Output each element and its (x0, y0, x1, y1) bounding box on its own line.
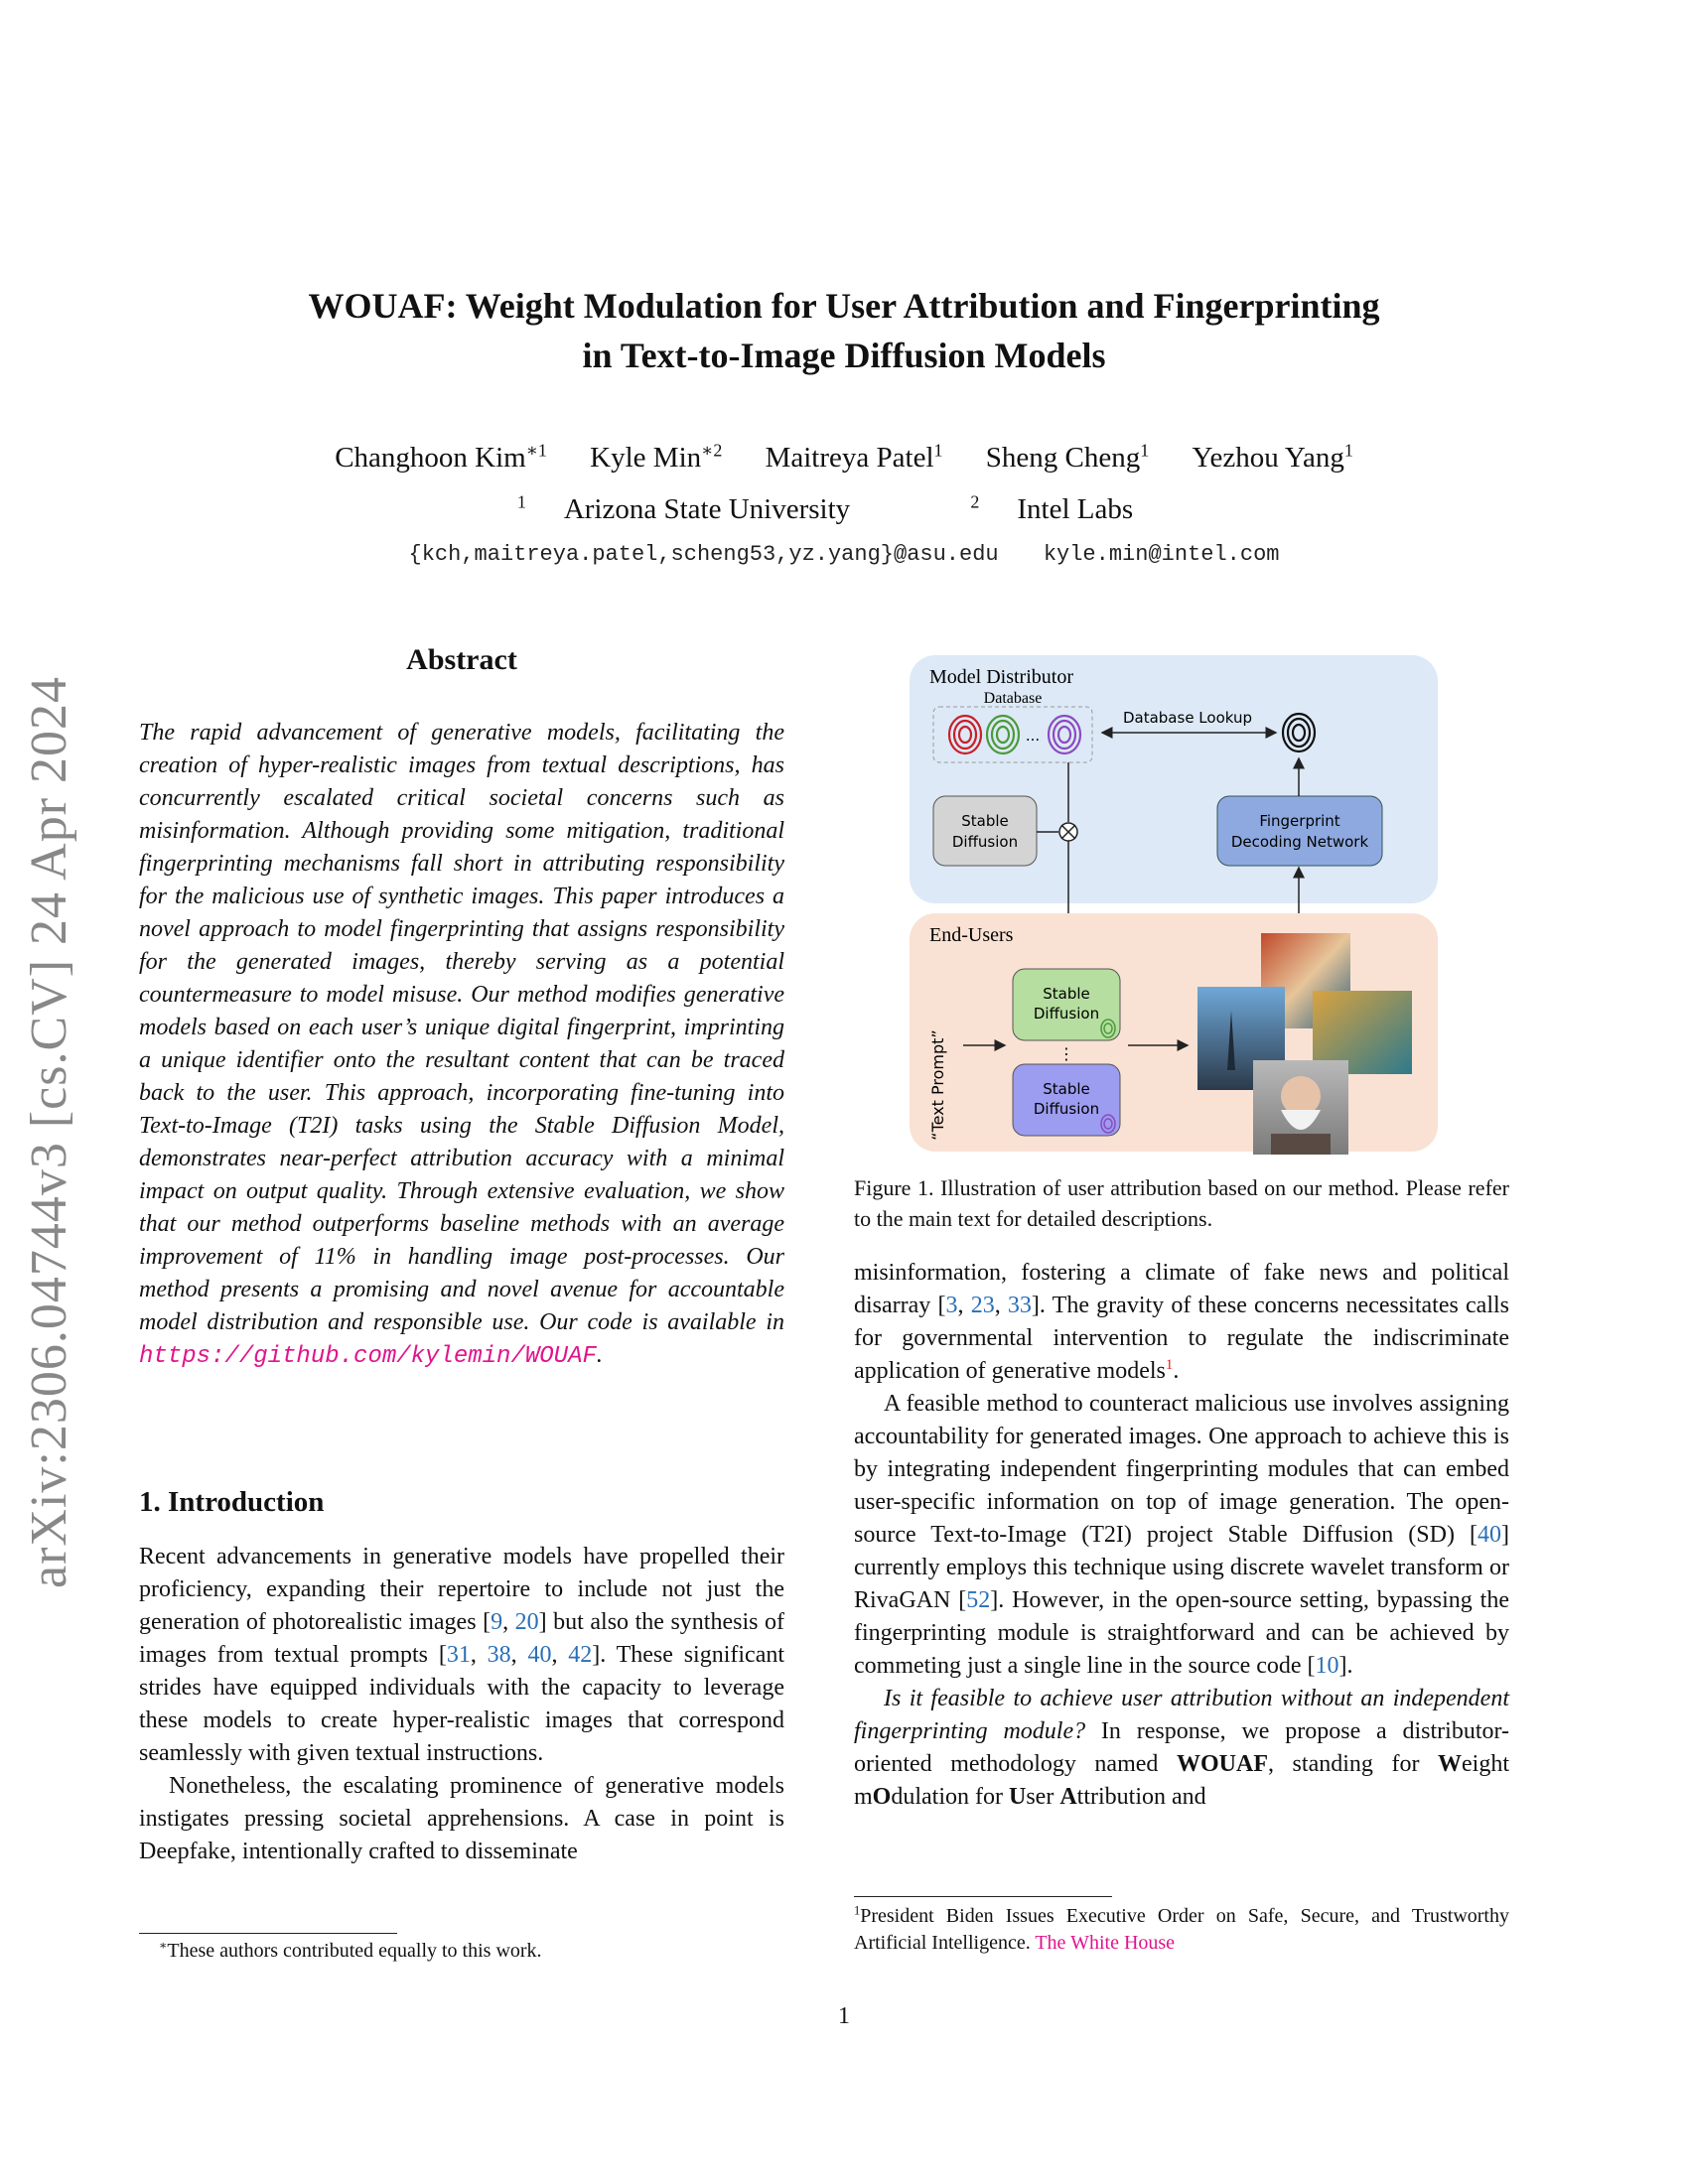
citation-link[interactable]: 40 (527, 1642, 552, 1668)
figure-1-diagram (854, 653, 1440, 1155)
abstract-heading: Abstract (406, 643, 517, 676)
box-label: Stable (1043, 985, 1090, 1003)
database-lookup-label: Database Lookup (1122, 709, 1253, 727)
citation-link[interactable]: 9 (491, 1609, 503, 1635)
stable-diffusion-base-box (933, 796, 1037, 866)
citation-link[interactable]: 10 (1315, 1653, 1339, 1679)
footnote-reference[interactable]: 1 (1165, 1357, 1174, 1373)
footnote-rule (854, 1896, 1112, 1897)
affiliation: $^1$ Arizona State University (516, 491, 851, 525)
database-label: Database (983, 690, 1043, 707)
abstract-body: The rapid advancement of generative models, facilitating the creation of hyper-realistic images from textual descriptions, has concurrently escalated critical societal concerns such as misinformation. Although providing some mitigation, traditional fingerprinting mechanisms fall short in attributing responsibility for the malicious use of synthetic images. This paper introduces a novel approach to model fingerprinting that assigns responsibility for the generated images, thereby serving as a potential countermeasure to model misuse. Our method modifies generative models based on each user’s unique digital fingerprint, imprinting a unique identifier onto the resultant content that can be traced back to the user. This approach, incorporating fine-tuning into Text-to-Image (T2I) tasks using the Stable Diffusion Model, demonstrates near-perfect attribution accuracy with a minimal impact on output quality. Through extensive evaluation, we show that our method outperforms baseline methods with an average improvement of 11% in handling image post-processes. Our method presents a promising and novel avenue for accountable model distribution and responsible use. Our code is available in https://github.com/kylemin/WOUAF. (139, 720, 784, 1370)
arxiv-identifier: arXiv:2306.04744v3 [cs.CV] 24 Apr 2024 (21, 675, 77, 1588)
figure-1 (854, 653, 1440, 1155)
author: Changhoon Kim$^{∗1}$ (335, 440, 547, 474)
author: Kyle Min$^{∗2}$ (590, 440, 723, 474)
paragraph: misinformation, fostering a climate of fake news and political disarray [3, 23, 33]. The gravity of these concerns necessitates calls for governmental intervention to regulate the indiscriminate application of generative models$^1$. (854, 1260, 1510, 1384)
affiliation: $^2$ Intel Labs (970, 491, 1134, 525)
end-users-label: End-Users (929, 924, 1014, 946)
author: Maitreya Patel$^1$ (765, 440, 943, 474)
white-house-link[interactable]: The White House (1035, 1932, 1176, 1954)
title-line-2: in Text-to-Image Diffusion Models (582, 336, 1106, 375)
footnote-executive-order: $^1$President Biden Issues Executive Order on Safe, Secure, and Trustworthy Artificial Intelligence. The White House (854, 1903, 1509, 1954)
citation-link[interactable]: 42 (568, 1642, 593, 1668)
box-label: Fingerprint (1259, 812, 1340, 830)
database-ellipsis: ... (1025, 727, 1041, 745)
text-prompt-label: “Text Prompt” (928, 1029, 947, 1141)
footnote-rule (139, 1933, 397, 1934)
citation-link[interactable]: 3 (945, 1293, 958, 1318)
author-list (0, 442, 1688, 475)
author: Yezhou Yang$^1$ (1192, 440, 1353, 474)
author: Sheng Cheng$^1$ (985, 440, 1150, 474)
title-line-1: WOUAF: Weight Modulation for User Attribution and Fingerprinting (308, 286, 1380, 326)
affiliations (0, 493, 1688, 526)
author-emails (0, 542, 1688, 567)
citation-link[interactable]: 23 (970, 1293, 995, 1318)
box-label: Stable (1043, 1080, 1090, 1098)
footnote-equal-contribution: ∗These authors contributed equally to this work. (159, 1938, 542, 1962)
paragraph: A feasible method to counteract malicious use involves assigning accountability for generated images. One approach to achieve this is by integrating independent fingerprinting modules that can embed user-specific information on top of image generation. The open-source Text-to-Image (T2I) project Stable Diffusion (SD) [40] currently employs this technique using discrete wavelet transform or RivaGAN [52]. However, in the open-source setting, bypassing the fingerprinting module is straightforward and can be achieved by commeting just a single line in the source code [10]. (854, 1391, 1509, 1679)
box-label: Diffusion (1033, 1100, 1100, 1118)
page-number: 1 (838, 2003, 850, 2029)
box-label: Decoding Network (1230, 833, 1369, 851)
citation-link[interactable]: 33 (1007, 1293, 1032, 1318)
paragraph: Nonetheless, the escalating prominence of generative models instigates pressing societal apprehensions. A case in point is Deepfake, intentionally crafted to disseminate (139, 1773, 784, 1864)
fingerprint-decoding-network-box (1217, 796, 1382, 866)
citation-link[interactable]: 40 (1477, 1522, 1501, 1548)
box-label: Stable (961, 812, 1009, 830)
introduction-text (139, 1541, 784, 1868)
citation-link[interactable]: 31 (446, 1642, 471, 1668)
citation-link[interactable]: 20 (514, 1609, 539, 1635)
box-label: Diffusion (1033, 1005, 1100, 1023)
code-link[interactable]: https://github.com/kylemin/WOUAF (139, 1343, 597, 1370)
email: {kch,maitreya.patel,scheng53,yz.yang}@asu.edu (408, 542, 999, 567)
paper-title (0, 281, 1688, 380)
vertical-ellipsis: ⋮ (1058, 1044, 1074, 1063)
paragraph: Recent advancements in generative models have propelled their proficiency, expanding their repertoire to include not just the generation of photorealistic images [9, 20] but also the synthesis of images from textual prompts [31, 38, 40, 42]. These significant strides have equipped individuals with the capacity to leverage these models to create hyper-realistic images that correspond seamlessly with given textual instructions. (139, 1544, 785, 1766)
paragraph: Is it feasible to achieve user attribution without an independent fingerprinting module? In response, we propose a distributor-oriented methodology named WOUAF, standing for Weight mOdulation for User Attribution and (854, 1686, 1510, 1810)
box-label: Diffusion (951, 833, 1019, 851)
citation-link[interactable]: 38 (487, 1642, 511, 1668)
citation-link[interactable]: 52 (966, 1587, 991, 1613)
email: kyle.min@intel.com (1043, 542, 1280, 567)
figure-1-caption: Figure 1. Illustration of user attribution based on our method. Please refer to the main text for detailed descriptions. (854, 1175, 1509, 1231)
right-column-text (854, 1257, 1509, 1814)
model-distributor-label: Model Distributor (929, 666, 1073, 688)
section-heading-introduction: 1. Introduction (139, 1486, 325, 1518)
